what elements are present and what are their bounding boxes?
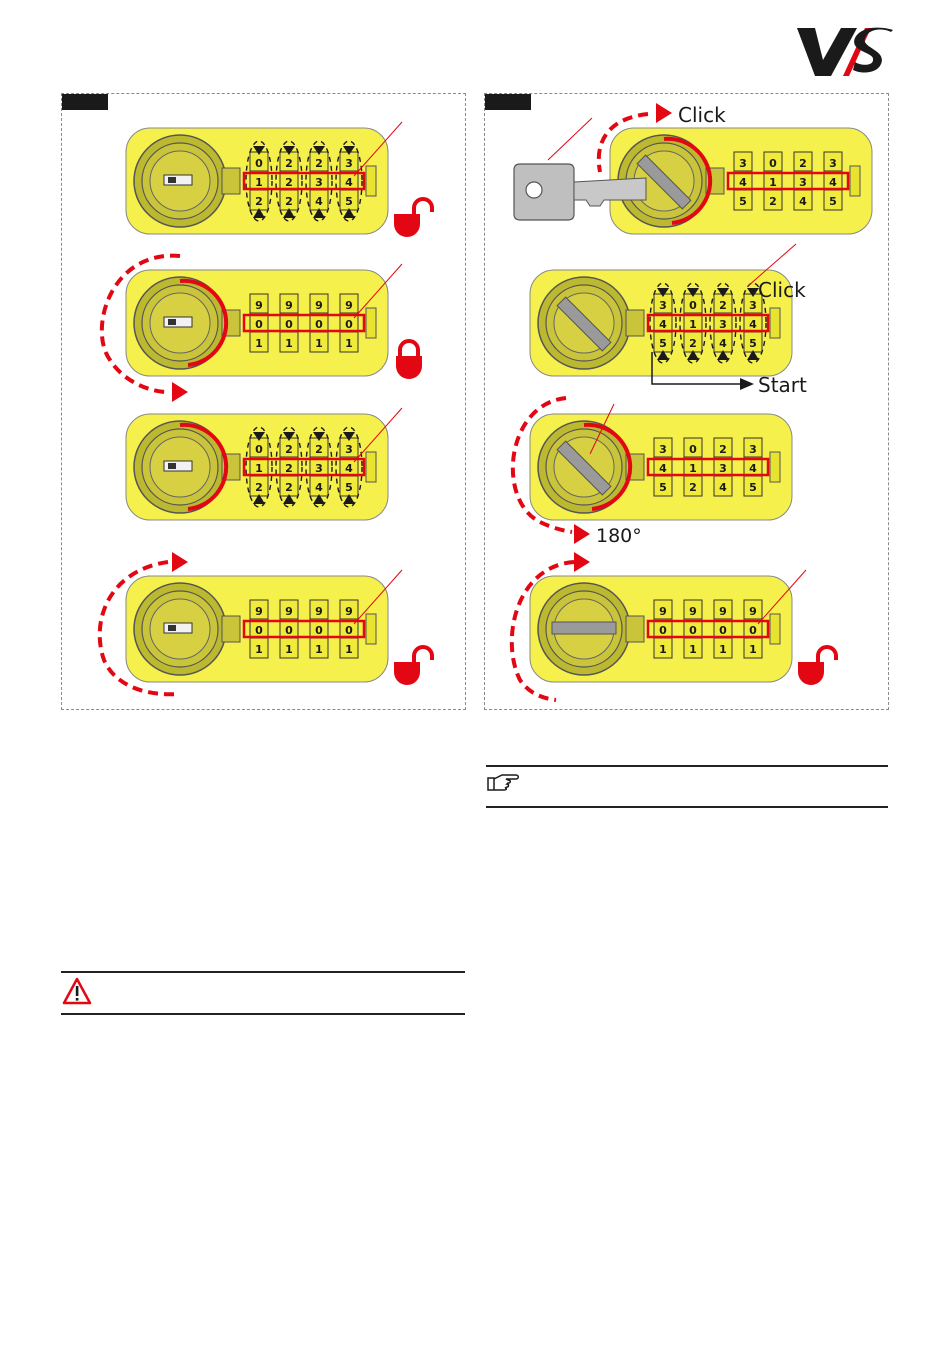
wheel-digit: 3 bbox=[799, 176, 807, 189]
wheel-digit: 0 bbox=[255, 624, 263, 637]
wheel-digit: 3 bbox=[739, 157, 747, 170]
wheel-digit: 2 bbox=[799, 157, 807, 170]
wheel-digit: 9 bbox=[255, 605, 263, 618]
wheel-digit: 0 bbox=[689, 624, 697, 637]
wheel-digit: 1 bbox=[285, 643, 293, 656]
wheel-digit: 4 bbox=[749, 318, 757, 331]
wheel-digit: 3 bbox=[315, 176, 323, 189]
wheel-digit: 0 bbox=[255, 318, 263, 331]
wheel-digit: 3 bbox=[345, 157, 353, 170]
wheel-digit: 0 bbox=[719, 624, 727, 637]
wheel-digit: 1 bbox=[255, 643, 263, 656]
wheel-digit: 3 bbox=[719, 462, 727, 475]
wheel-digit: 2 bbox=[255, 195, 263, 208]
start-arrow-icon bbox=[740, 378, 754, 390]
wheel-digit: 2 bbox=[285, 195, 293, 208]
wheel-digit: 9 bbox=[255, 299, 263, 312]
warning-rule-top bbox=[61, 971, 465, 973]
wheel-digit: 3 bbox=[749, 299, 757, 312]
wheel-digit: 1 bbox=[689, 462, 697, 475]
wheel-digit: 1 bbox=[689, 643, 697, 656]
wheel-digit: 2 bbox=[285, 176, 293, 189]
wheel-digit: 4 bbox=[659, 318, 667, 331]
wheel-digit: 2 bbox=[719, 299, 727, 312]
wheel-digit: 1 bbox=[345, 643, 353, 656]
wheel-digit: 1 bbox=[769, 176, 777, 189]
wheel-digit: 9 bbox=[285, 605, 293, 618]
wheel-digit: 1 bbox=[749, 643, 757, 656]
wheel-digit: 0 bbox=[315, 318, 323, 331]
wheel-digit: 5 bbox=[829, 195, 837, 208]
wheel-digit: 2 bbox=[769, 195, 777, 208]
wheel-digit: 9 bbox=[659, 605, 667, 618]
wheel-digit: 1 bbox=[315, 643, 323, 656]
wheel-digit: 1 bbox=[255, 462, 263, 475]
wheel-digit: 1 bbox=[255, 337, 263, 350]
wheel-digit: 0 bbox=[749, 624, 757, 637]
wheel-digit: 3 bbox=[345, 443, 353, 456]
click-arrow-icon bbox=[656, 103, 672, 123]
wheel-digit: 2 bbox=[315, 157, 323, 170]
wheel-digit: 3 bbox=[659, 299, 667, 312]
wheel-digit: 4 bbox=[749, 462, 757, 475]
wheel-digit: 4 bbox=[719, 481, 727, 494]
wheel-digit: 3 bbox=[315, 462, 323, 475]
wheel-digit: 9 bbox=[689, 605, 697, 618]
wheel-digit: 1 bbox=[315, 337, 323, 350]
wheel-digit: 4 bbox=[345, 462, 353, 475]
wheel-digit: 2 bbox=[315, 443, 323, 456]
wheel-digit: 9 bbox=[315, 605, 323, 618]
info-rule-top bbox=[486, 765, 888, 767]
wheel-digit: 4 bbox=[829, 176, 837, 189]
wheel-digit: 0 bbox=[345, 318, 353, 331]
wheel-digit: 0 bbox=[315, 624, 323, 637]
wheel-digit: 3 bbox=[719, 318, 727, 331]
wheel-digit: 2 bbox=[689, 337, 697, 350]
wheel-digit: 0 bbox=[255, 157, 263, 170]
pointing-hand-icon bbox=[486, 772, 520, 792]
wheel-digit: 3 bbox=[829, 157, 837, 170]
wheel-digit: 1 bbox=[689, 318, 697, 331]
wheel-digit: 2 bbox=[285, 462, 293, 475]
wheel-digit: 0 bbox=[285, 318, 293, 331]
wheel-digit: 0 bbox=[659, 624, 667, 637]
label-click-top: Click bbox=[678, 103, 726, 127]
warning-rule-bottom bbox=[61, 1013, 465, 1015]
wheel-digit: 2 bbox=[689, 481, 697, 494]
rotate-180-arrow-icon bbox=[574, 524, 590, 544]
wheel-digit: 1 bbox=[285, 337, 293, 350]
wheel-digit: 5 bbox=[749, 481, 757, 494]
wheel-digit: 3 bbox=[659, 443, 667, 456]
wheel-digit: 2 bbox=[255, 481, 263, 494]
wheel-digit: 9 bbox=[345, 605, 353, 618]
wheel-digit: 1 bbox=[255, 176, 263, 189]
wheel-digit: 1 bbox=[659, 643, 667, 656]
info-rule-bottom bbox=[486, 806, 888, 808]
wheel-digit: 4 bbox=[799, 195, 807, 208]
label-start: Start bbox=[758, 373, 807, 397]
wheel-digit: 0 bbox=[285, 624, 293, 637]
wheel-digit: 4 bbox=[659, 462, 667, 475]
wheel-digit: 2 bbox=[285, 443, 293, 456]
wheel-digit: 2 bbox=[285, 157, 293, 170]
wheel-digit: 2 bbox=[719, 443, 727, 456]
wheel-digit: 9 bbox=[315, 299, 323, 312]
wheel-digit: 3 bbox=[749, 443, 757, 456]
wheel-digit: 4 bbox=[739, 176, 747, 189]
wheel-digit: 4 bbox=[315, 195, 323, 208]
wheel-digit: 0 bbox=[689, 299, 697, 312]
wheel-digit: 1 bbox=[345, 337, 353, 350]
wheel-digit: 9 bbox=[285, 299, 293, 312]
label-rotation: 180° bbox=[596, 525, 642, 547]
wheel-digit: 5 bbox=[739, 195, 747, 208]
wheel-digit: 0 bbox=[345, 624, 353, 637]
wheel-digit: 9 bbox=[345, 299, 353, 312]
wheel-digit: 4 bbox=[315, 481, 323, 494]
wheel-digit: 1 bbox=[719, 643, 727, 656]
wheel-digit: 9 bbox=[749, 605, 757, 618]
wheel-digit: 5 bbox=[749, 337, 757, 350]
wheel-digit: 2 bbox=[285, 481, 293, 494]
wheel-digit: 5 bbox=[345, 481, 353, 494]
wheel-digit: 5 bbox=[659, 481, 667, 494]
label-click-mid: Click bbox=[758, 278, 806, 302]
wheel-digit: 5 bbox=[345, 195, 353, 208]
wheel-digit: 5 bbox=[659, 337, 667, 350]
wheel-digit: 4 bbox=[345, 176, 353, 189]
wheel-digit: 0 bbox=[769, 157, 777, 170]
warning-triangle-icon bbox=[62, 977, 92, 1005]
wheel-digit: 0 bbox=[689, 443, 697, 456]
wheel-digit: 9 bbox=[719, 605, 727, 618]
wheel-digit: 4 bbox=[719, 337, 727, 350]
wheel-digit: 0 bbox=[255, 443, 263, 456]
